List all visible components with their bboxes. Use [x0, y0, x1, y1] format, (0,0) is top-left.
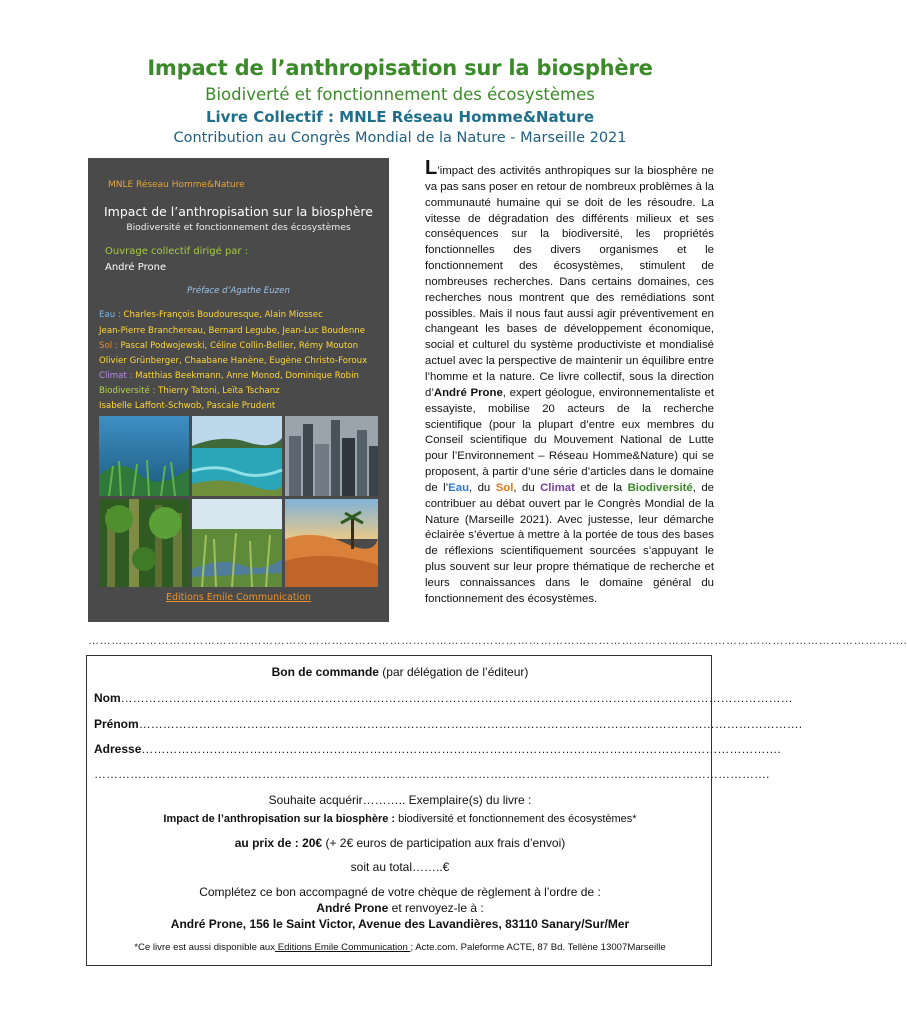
order-form	[86, 655, 803, 966]
adresse-field-2[interactable]	[94, 767, 770, 781]
photo-seagrass	[99, 416, 189, 496]
cover-authors: Isabelle Laffont-Schwob, Pascale Prudent	[99, 401, 276, 411]
cover-authors: Matthias Beekmann, Anne Monod, Dominique Robin	[132, 371, 359, 381]
cover-preface: Préface d’Agathe Euzen	[187, 286, 290, 296]
book-cover	[88, 158, 389, 622]
mailing-address	[87, 917, 713, 931]
cover-authors: Olivier Grünberger, Chaabane Hanène, Eugène Christo-Foroux	[99, 356, 368, 366]
book-title-rest: biodiversité et fonctionnement des écosystèmes*	[395, 813, 637, 825]
cover-title: Impact de l’anthropisation sur la biosphère	[104, 204, 373, 219]
order-form-note: (par délégation de l’éditeur)	[378, 665, 529, 679]
photo-forest	[99, 499, 189, 587]
description-text: , du	[469, 481, 496, 494]
prenom-label: Prénom	[94, 717, 139, 731]
cover-editions-link[interactable]: Editions Emile Communication	[165, 592, 312, 603]
theme-climat: Climat	[540, 481, 575, 494]
book-description	[425, 157, 715, 608]
adresse-field[interactable]	[94, 742, 781, 756]
cover-publisher: MNLE Réseau Homme&Nature	[108, 180, 245, 190]
nom-field[interactable]	[94, 691, 793, 705]
photo-reeds	[192, 499, 282, 587]
description-text: , expert géologue, environnementaliste et essayiste, mobilise 20 acteurs de la recherche scientifique (pour la plupart d’entre eux membres du Conseil scientifique du Mouvement National de Lutte pour l’Environnement – Réseau Homme&Nature) qui se proposent, à partir d’une série d’articles dans le domaine de l’	[425, 386, 714, 494]
theme-eau: Eau	[448, 481, 470, 494]
quantity-line[interactable]: Souhaite acquérir……….. Exemplaire(s) du livre :	[268, 793, 532, 807]
cover-author-line	[99, 341, 358, 351]
cover-authors: Charles-François Boudouresque, Alain Miossec	[120, 310, 323, 320]
payee-name: André Prone	[316, 901, 389, 915]
note-text: ; Acte.com. Paleforme ACTE, 87 Bd. Tellène 13007Marseille	[410, 942, 666, 953]
adresse-fill-line[interactable]: …………………………………………………………………………………………………………………………………………….	[141, 742, 781, 756]
total-line[interactable]: soit au total……..€	[350, 860, 450, 874]
collective-book-line: Livre Collectif : MNLE Réseau Homme&Nature	[205, 108, 595, 126]
cover-theme-eau: Eau :	[99, 310, 121, 320]
price-line	[87, 836, 713, 850]
return-instruction: et renvoyez-le à :	[388, 901, 484, 915]
congress-contribution-line: Contribution au Congrès Mondial de la Nature - Marseille 2021	[173, 130, 627, 146]
photo-lagoon	[192, 416, 282, 496]
payment-instructions: Complétez ce bon accompagné de votre chèque de règlement à l’ordre de :	[199, 885, 601, 899]
photo-desert	[285, 499, 378, 587]
cover-director: André Prone	[105, 262, 167, 273]
book-title-line	[87, 813, 713, 825]
page-subtitle: Biodiverté et fonctionnement des écosystèmes	[205, 85, 595, 104]
cover-author-line	[99, 371, 359, 381]
prenom-field[interactable]	[94, 717, 803, 731]
page-title: Impact de l’anthropisation sur la biosphère	[147, 56, 653, 80]
payee-line	[87, 901, 713, 915]
adresse-label: Adresse	[94, 742, 142, 756]
drop-cap: L	[425, 157, 438, 179]
cover-author-line	[99, 326, 365, 336]
order-form-heading	[87, 665, 713, 679]
nom-label: Nom	[94, 691, 121, 705]
description-text: et de la	[574, 481, 628, 494]
prenom-fill-line[interactable]: ………………………………………………………………………………………………………………………………………………….	[138, 717, 803, 731]
cover-author-line	[99, 386, 280, 396]
description-text: , du	[513, 481, 541, 494]
cover-author-line	[99, 310, 323, 320]
cover-authors: Pascal Podwojewski, Céline Collin-Bellier, Rémy Mouton	[117, 341, 359, 351]
shipping-note: (+ 2€ euros de participation aux frais d’envoi)	[322, 836, 566, 850]
adresse-fill-line-2[interactable]: …………………………………………………………………………………………………………………………………………………….	[94, 767, 770, 781]
theme-biodiversite: Biodiversité	[627, 481, 693, 494]
description-text: ’impact des activités anthropiques sur la biosphère ne va pas sans poser en retour de nombreux problèmes à la communauté humaine qui se doit de les résoudre. La vitesse de dégradation des différents milieux et ses conséquences sur la biodiversité, les propriétés fonctionnelles des divers organismes et le fonctionnement des écosystèmes, stimulent de nombreuses recherches. Dans certains domaines, ces recherches nous montrent que des remédiations sont possibles. Mais il nous faut aussi agir préventivement en changeant les bases de développement économique, social et culturel du système productiviste et mondialisé actuel avec la perspective de maintenir un équilibre entre l’homme et la nature. Ce livre collectif, sous la direction d’	[425, 165, 714, 399]
cover-authors: Jean-Pierre Branchereau, Bernard Legube, Jean-Luc Boudenne	[99, 326, 366, 336]
cover-theme-climat: Climat :	[99, 371, 133, 381]
availability-note	[87, 942, 713, 953]
editions-link[interactable]: Editions Emile Communication	[275, 942, 411, 953]
description-text: , de contribuer au débat ouvert par le Congrès Mondial de la Nature (Marseille 2021). Avec justesse, leur démarche éclairée s’évertue à mettre à la portée de tous des bases de réflexions scientifiquement sourcées s’appuyant le plus souvent sur leur propre thématique de recherche et leurs connaissances dans le domaine général du fonctionnement des écosystèmes.	[425, 481, 715, 605]
cover-theme-sol: Sol :	[99, 341, 118, 351]
cover-theme-biodiversite: Biodiversité :	[99, 386, 156, 396]
order-form-title: Bon de commande	[271, 665, 379, 679]
cover-authors: Thierry Tatoni, Leïta Tschanz	[155, 386, 280, 396]
cover-author-line	[99, 356, 367, 366]
cover-subtitle: Biodiversité et fonctionnement des écosystèmes	[126, 222, 351, 233]
theme-sol: Sol	[495, 481, 514, 494]
note-text: *Ce livre est aussi disponible aux	[134, 942, 276, 953]
author-name: André Prone	[433, 386, 503, 399]
book-title-bold: Impact de l’anthropisation sur la biosphère :	[163, 813, 396, 825]
mailing-address-text: André Prone, 156 le Saint Victor, Avenue des Lavandières, 83110 Sanary/Sur/Mer	[170, 917, 630, 931]
cut-line: …………………………………………………………………………………………………………………………………………………………………………………………..	[88, 635, 907, 647]
cover-author-line	[99, 401, 275, 411]
price-value: au prix de : 20€	[234, 836, 323, 850]
cover-ouvrage-label: Ouvrage collectif dirigé par :	[105, 246, 249, 257]
nom-fill-line[interactable]: ……………………………………………………………………………………………………………………………………………………	[120, 691, 793, 705]
photo-city	[285, 416, 378, 496]
